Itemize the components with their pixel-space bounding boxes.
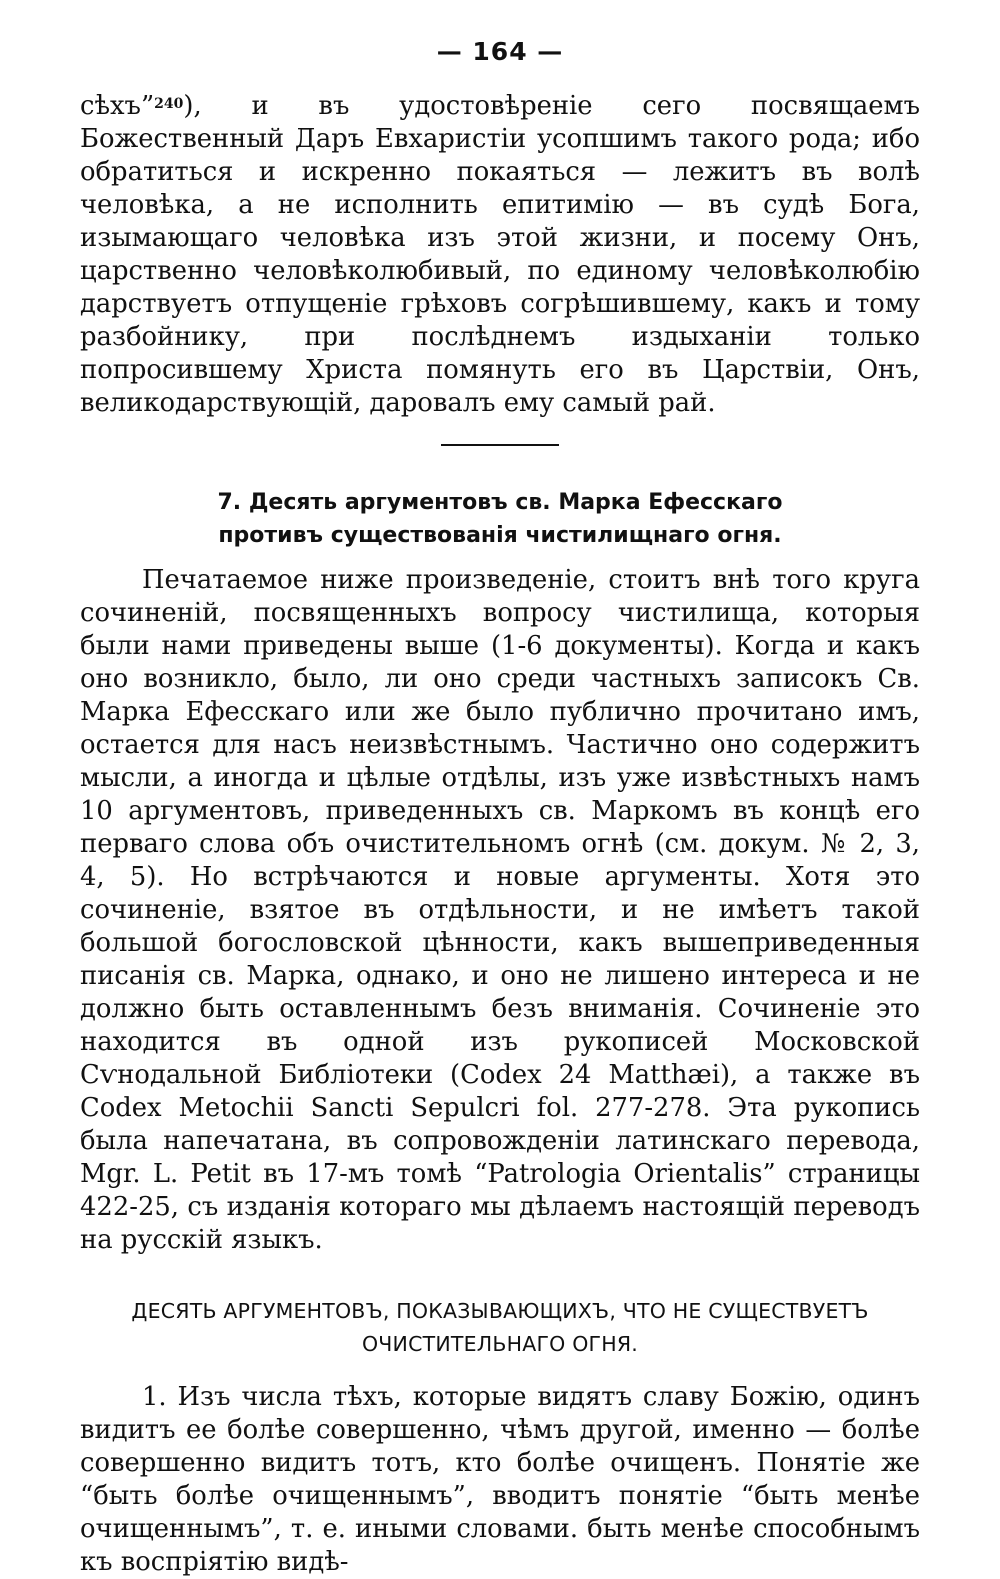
book-page bbox=[80, 30, 920, 1579]
section-heading-line-2: противъ существованія чистилищнаго огня. bbox=[218, 523, 782, 548]
document-heading-line-2: ОЧИСТИТЕЛЬНАГО ОГНЯ. bbox=[361, 1332, 639, 1356]
section-heading bbox=[80, 486, 920, 552]
document-heading-line-1: ДЕСЯТЬ АРГУМЕНТОВЪ, ПОКАЗЫВАЮЩИХЪ, ЧТО НЕ СУЩЕСТВУЕТЪ bbox=[131, 1299, 869, 1323]
paragraph-continuation bbox=[80, 90, 920, 420]
page-number: — 164 — bbox=[436, 37, 564, 66]
footnote-reference: 240 bbox=[154, 96, 184, 112]
document-heading bbox=[80, 1295, 920, 1361]
paragraph-body-text: ), и въ удостовѣреніе сего посвящаемъ Божественный Даръ Евхаристіи усопшимъ такого рода; ибо обратиться и искренно покаяться — лежитъ въ волѣ человѣка, а не исполнить епитимію — въ судѣ Бога, изымающаго человѣка изъ этой жизни, и посему Онъ, царственно человѣколюбивый, по единому человѣколюбію дарствуетъ отпущеніе грѣховъ согрѣшившему, какъ и тому разбойнику, при послѣднемъ издыханіи только попросившему Христа помянуть его въ Царствіи, Онъ, великодарствующій, даровалъ ему самый рай. bbox=[80, 91, 920, 418]
argument-paragraph-1: 1. Изъ числа тѣхъ, которые видятъ славу Божію, одинъ видитъ ее болѣе совершенно, чѣмъ другой, именно — болѣе совершенно видитъ тотъ, кто болѣе очищенъ. Понятіе же “быть болѣе очищеннымъ”, вводитъ понятіе “быть менѣе очищеннымъ”, т. е. иными словами. быть менѣе способнымъ къ воспріятію видѣ- bbox=[80, 1382, 920, 1577]
section-heading-line-1: 7. Десять аргументовъ св. Марка Ефесскаго bbox=[217, 490, 783, 515]
section-divider bbox=[441, 444, 559, 446]
paragraph-start-text: сѣхъ” bbox=[80, 91, 155, 121]
introduction-paragraph: Печатаемое ниже произведеніе, стоитъ внѣ того круга сочиненій, посвященныхъ вопросу чистилища, которыя были нами приведены выше (1-6 документы). Когда и какъ оно возникло, было, ли оно среди частныхъ записокъ Св. Марка Ефесскаго или же было публично прочитано имъ, остается для насъ неизвѣстнымъ. Частично оно содержитъ мысли, а иногда и цѣлые отдѣлы, изъ уже извѣстныхъ намъ 10 аргументовъ, приведенныхъ св. Маркомъ въ концѣ его перваго слова объ очистительномъ огнѣ (см. докум. № 2, 3, 4, 5). Но встрѣчаются и новые аргументы. Хотя это сочиненіе, взятое въ отдѣльности, и не имѣетъ такой большой богословской цѣнности, какъ вышеприведенныя писанія св. Марка, однако, и оно не лишено интереса и не должно быть оставленнымъ безъ вниманія. Сочиненіе это находится въ одной изъ рукописей Московской Сѵнодальной Библіотеки (Codex 24 Matthæi), а также въ Codex Metochii Sancti Sepulcri fol. 277-278. Эта рукопись была напечатана, въ сопровожденіи латинскаго перевода, Mgr. L. Petit въ 17-мъ томѣ “Patrologia Orientalis” страницы 422-25, съ изданія котораго мы дѣлаемъ настоящій переводъ на русскій языкъ. bbox=[80, 565, 920, 1255]
